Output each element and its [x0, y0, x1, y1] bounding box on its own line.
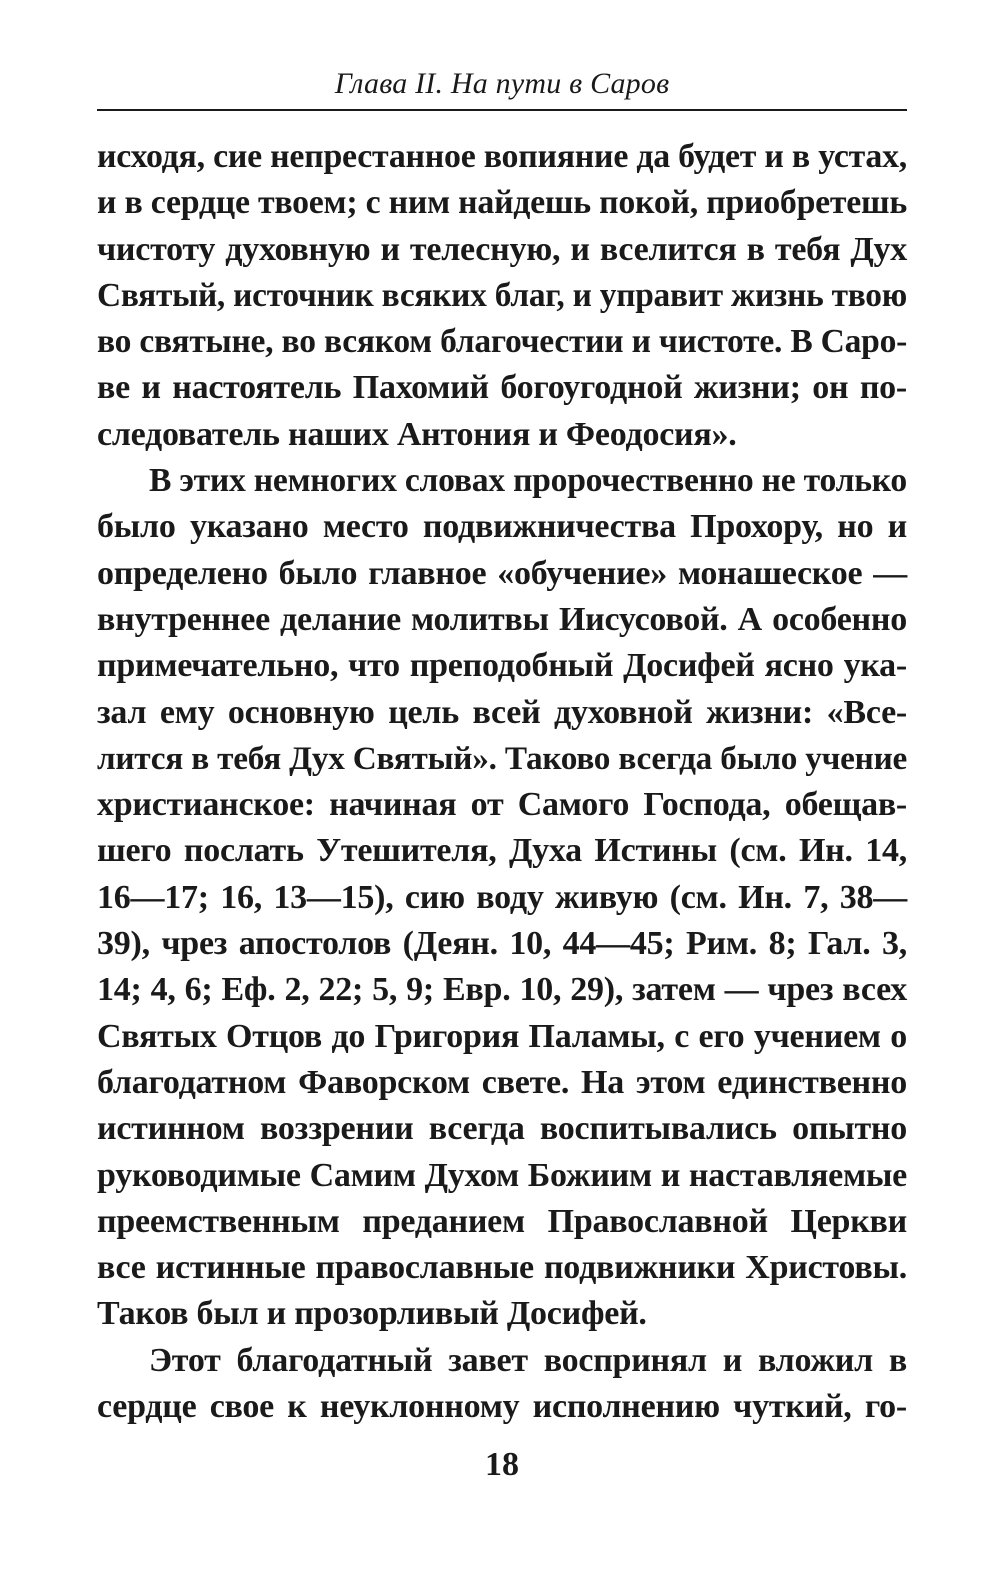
- text-line: преемственным преданием Православной Церкви: [97, 1202, 907, 1240]
- header-rule: [97, 109, 907, 111]
- text-line: Святых Отцов до Григория Паламы, с его учением о: [97, 1017, 907, 1055]
- text-line: и в сердце твоем; с ним найдешь покой, приобретешь: [97, 184, 907, 222]
- text-line: истинном воззрении всегда воспитывались опытно: [97, 1110, 907, 1148]
- text-line: благодатном Фаворском свете. На этом единственно: [97, 1063, 907, 1101]
- text-line: руководимые Самим Духом Божиим и наставляемые: [97, 1156, 907, 1194]
- running-head: Глава II. На пути в Саров: [334, 67, 670, 100]
- text-line: все истинные православные подвижники Христовы.: [97, 1249, 907, 1287]
- text-line: Таков был и прозорливый Досифей.: [97, 1295, 647, 1333]
- text-line: исходя, сие непрестанное вопияние да будет и в устах,: [97, 138, 907, 175]
- text-line: примечательно, что преподобный Досифей ясно ука-: [97, 647, 907, 685]
- text-line: В этих немногих словах пророчественно не только: [149, 462, 907, 500]
- text-line: определено было главное «обучение» монашеское —: [97, 554, 907, 592]
- body-text: [97, 134, 907, 1430]
- text-line: ве и настоятель Пахомий богоугодной жизни; он по-: [97, 369, 907, 407]
- text-line: шего послать Утешителя, Духа Истины (см. Ин. 14,: [97, 832, 907, 870]
- text-line: Святый, источник всяких благ, и управит жизнь твою: [97, 276, 907, 314]
- text-line: сердце свое к неуклонному исполнению чуткий, го-: [97, 1388, 907, 1426]
- text-line: во святыне, во всяком благочестии и чистоте. В Саро-: [97, 323, 907, 361]
- text-line: следователь наших Антония и Феодосия».: [97, 415, 737, 453]
- text-line: 16—17; 16, 13—15), сию воду живую (см. Ин. 7, 38—: [97, 878, 907, 916]
- text-line: 39), чрез апостолов (Деян. 10, 44—45; Рим. 8; Гал. 3,: [97, 925, 907, 963]
- text-line: внутреннее делание молитвы Иисусовой. А особенно: [97, 600, 907, 638]
- text-line: христианское: начиная от Самого Господа, обещав-: [97, 786, 907, 824]
- text-line: Этот благодатный завет воспринял и вложил в: [149, 1341, 907, 1379]
- text-line: было указано место подвижничества Прохору, но и: [97, 508, 907, 546]
- text-line: лится в тебя Дух Святый». Таково всегда было учение: [97, 739, 907, 777]
- text-line: 14; 4, 6; Еф. 2, 22; 5, 9; Евр. 10, 29), затем — чрез всех: [97, 971, 907, 1009]
- page-number: 18: [485, 1446, 519, 1483]
- text-line: чистоту духовную и телесную, и вселится в тебя Дух: [97, 230, 907, 268]
- text-line: зал ему основную цель всей духовной жизни: «Все-: [97, 693, 907, 731]
